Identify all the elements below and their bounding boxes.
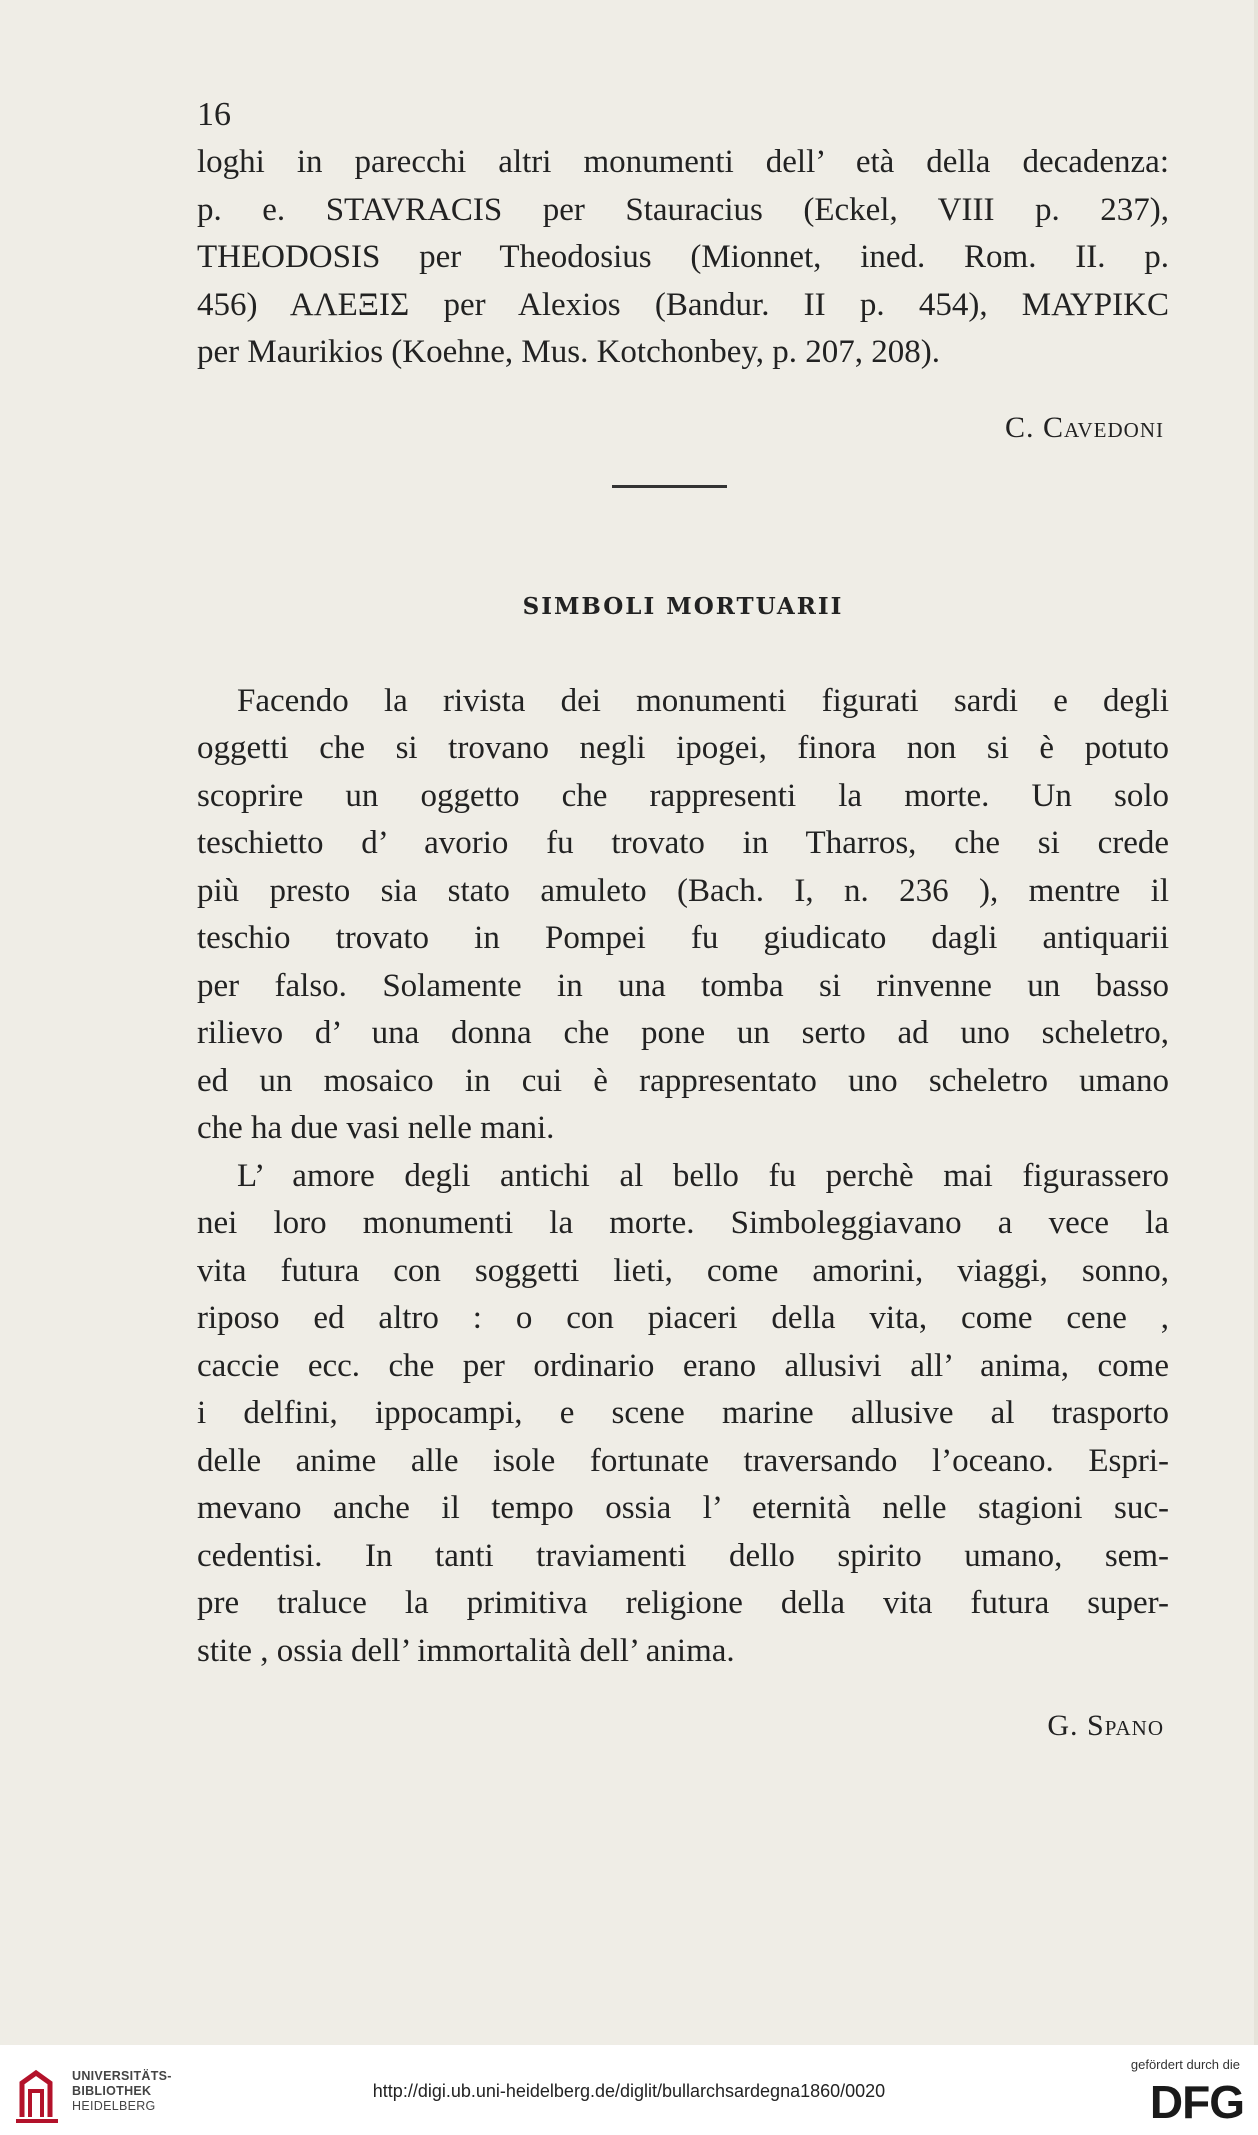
signature-spano: G. Spano <box>1047 1709 1164 1742</box>
text-line: caccie ecc. che per ordinario erano allusivi all’ anima, come <box>197 1347 1169 1384</box>
text-line: mevano anche il tempo ossia l’ eternità nelle stagioni suc- <box>197 1490 1169 1526</box>
separator-rule <box>612 485 727 488</box>
section-title: SIMBOLI MORTUARII <box>522 592 844 620</box>
paragraph-1 <box>197 678 1169 1153</box>
library-name-line: HEIDELBERG <box>72 2099 156 2113</box>
text-line: ed un mosaico in cui è rappresentato uno scheletro umano <box>197 1062 1169 1099</box>
text-line: riposo ed altro : o con piaceri della vita, come cene , <box>197 1300 1169 1336</box>
library-name-line: BIBLIOTHEK <box>72 2084 152 2098</box>
text-line: cedentisi. In tanti traviamenti dello spirito umano, sem- <box>197 1537 1169 1574</box>
text-line: stite , ossia dell’ immortalità dell’ anima. <box>197 1632 735 1669</box>
library-name-line: UNIVERSITÄTS- <box>72 2069 172 2083</box>
text-line: rilievo d’ una donna che pone un serto ad uno scheletro, <box>197 1015 1169 1051</box>
text-line: L’ amore degli antichi al bello fu perchè mai figurassero <box>237 1157 1169 1194</box>
text-line: scoprire un oggetto che rappresenti la morte. Un solo <box>197 777 1169 814</box>
text-line: p. e. STAVRACIS per Stauracius (Eckel, VIII p. 237), <box>197 191 1169 228</box>
text-line: 456) ΑΛΕΞΙΣ per Alexios (Bandur. II p. 454), ΜΑΥΡΙΚC <box>197 286 1169 323</box>
text-line: teschietto d’ avorio fu trovato in Tharros, che si crede <box>197 825 1169 861</box>
text-line: più presto sia stato amuleto (Bach. I, n. 236 ), mentre il <box>197 872 1169 909</box>
text-line: Facendo la rivista dei monumenti figurati sardi e degli <box>237 682 1169 719</box>
permalink-url[interactable]: http://digi.ub.uni-heidelberg.de/diglit/bullarchsardegna1860/0020 <box>372 2081 886 2101</box>
funding-note: gefördert durch die <box>1130 2057 1240 2072</box>
text-line: vita futura con soggetti lieti, come amorini, viaggi, sonno, <box>197 1252 1169 1289</box>
page-content <box>197 95 1169 1743</box>
text-line: per falso. Solamente in una tomba si rinvenne un basso <box>197 967 1169 1004</box>
text-line: oggetti che si trovano negli ipogei, finora non si è potuto <box>197 730 1169 766</box>
intro-block <box>197 139 1169 377</box>
paragraph-2 <box>197 1153 1169 1676</box>
text-line: delle anime alle isole fortunate traversando l’oceano. Espri- <box>197 1442 1169 1479</box>
footer-bar <box>0 2045 1258 2135</box>
page-number: 16 <box>197 96 231 133</box>
text-line: i delfini, ippocampi, e scene marine allusive al trasporto <box>197 1395 1169 1431</box>
text-line: THEODOSIS per Theodosius (Mionnet, ined. Rom. II. p. <box>197 239 1169 275</box>
signature-cavedoni: C. Cavedoni <box>1005 410 1164 444</box>
text-line: che ha due vasi nelle mani. <box>197 1110 555 1146</box>
text-line: teschio trovato in Pompei fu giudicato dagli antiquarii <box>197 920 1169 956</box>
dfg-logo[interactable]: DFG <box>1149 2076 1244 2128</box>
text-line: pre traluce la primitiva religione della vita futura super- <box>197 1585 1169 1621</box>
text-line: loghi in parecchi altri monumenti dell’ età della decadenza: <box>197 144 1169 180</box>
text-line: per Maurikios (Koehne, Mus. Kotchonbey, p. 207, 208). <box>197 334 940 370</box>
text-line: nei loro monumenti la morte. Simboleggiavano a vece la <box>197 1205 1169 1241</box>
